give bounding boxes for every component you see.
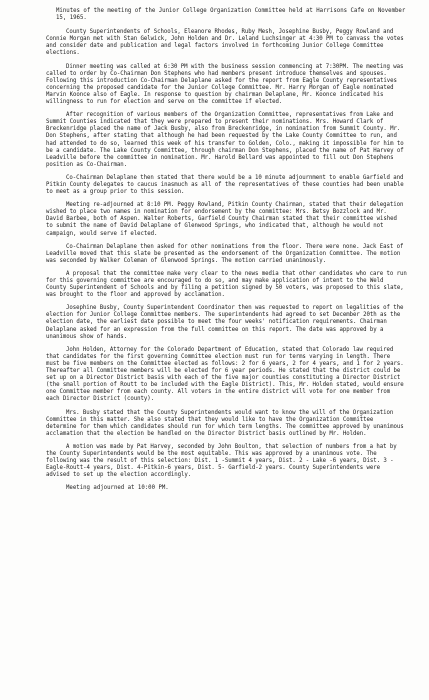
paragraph: Co-Chairman Delaplane then asked for other nominations from the floor. There were none. Jack East of Leadville moved that this slate be presented as the endorsement of the Organization Committee. The motion was seconded by Walker Coleman of Glenwood Springs. The motion carried unanimously. xyxy=(46,243,404,264)
paragraph: After recognition of various members of the Organization Committee, representatives from Lake and Summit Counties indicated that they were prepared to present their nominations. Mrs. Howard Clark of Breckenridge placed the name of Jack Busby, also from Breckenridge, in nomination from Summit County. Mr. Don Stephens, after stating that although he had been requested by the Lake County Committee to run, and had attended to do so, learned this week of his transfer to Golden, Colo., making it impossible for him to be a candidate. The Lake County Committee, through chairman Don Stephens, placed the name of Pat Harvey of Leadville before the committee in nomination. Mr. Harold Bellard was appointed to fill out Don Stephens position as Co-Chairman. xyxy=(46,112,404,168)
paragraph: A motion was made by Pat Harvey, seconded by John Boulton, that selection of numbers from a hat by the County Superintendents would be the most equitable. This was approved by a unanimous vote. The following was the result of this selection: Dist. 1 -Summit 4 years, Dist. 2 - Lake -6 years, Dist. 3 - Eagle-Routt-4 years, Dist. 4-Pitkin-6 years, Dist. 5- Garfield-2 years. County Superintendents were advised to set up the election accordingly. xyxy=(46,443,397,479)
paragraph: Dinner meeting was called at 6:30 PM with the business session commencing at 7:30PM. The meeting was called to order by Co-Chairman Don Stephens who had members present introduce themselves and spouses. Following this introduction Co-Chairman Delaplane asked for the report from Eagle County representatives concerning the proposed candidate for the Junior College Committee. Mr. Harry Morgan of Eagle nominated Marvin Koonce also of Eagle. In response to question by chairman Delaplane, Mr. Koonce indicated his willingness to run for election and serve on the committee if elected. xyxy=(46,63,404,106)
paragraph: Josephine Busby, County Superintendent Coordinator then was requested to report on legalities of the election for Junior College Committee members. The superintendents had agreed to set December 20th as the election date, the earliest date possible to meet the four weeks' notification requirements. Chairman Delaplane asked for an expression from the full committee on this report. The date was approved by a unanimous show of hands. xyxy=(46,305,404,340)
document-body xyxy=(46,29,407,479)
paragraph: A proposal that the committee make very clear to the news media that other candidates who care to run for this governing committee are encouraged to do so, and may make application of intent to the Weld County Superintendent of Schools and by filing a petition signed by 50 voters, was proposed to this slate, was brought to the floor and approved by acclamation. xyxy=(46,270,407,299)
closing-line: Meeting adjourned at 10:00 PM. xyxy=(66,485,169,492)
paragraph: Meeting re-adjourned at 8:10 PM. Peggy Rowland, Pitkin County Chairman, stated that their delegation wished to place two names in nomination for endorsement by the committee: Mrs. Betsy Bozzlock and Mr. David Barbee, both of Aspen. Walter Roberts, Garfield County Chairman stated that their committee wished to submit the name of David Delaplane of Glenwood Springs, who indicated that, although he would not campaign, would serve if elected. xyxy=(46,202,404,237)
document-title: Minutes of the meeting of the Junior College Organization Committee held at Harrisons Cafe on November 15, 1965. xyxy=(56,8,409,22)
paragraph: Co-Chairman Delaplane then stated that there would be a 10 minute adjournment to enable Garfield and Pitkin County delegates to caucus inasmuch as all of the representatives of these counties had been unable to meet as a group prior to this session. xyxy=(46,174,404,196)
paragraph: County Superintendents of Schools, Eleanore Rhodes, Ruby Mesh, Josephine Busby, Peggy Rowland and Connie Morgan met with Stan Gelwick, John Holden and Dr. Leland Luchsinger at 4:30 PM to canvass the votes and consider date and publication and legal factors involved in forthcoming Junior College Committee elections. xyxy=(46,29,404,57)
paragraph: Mrs. Busby stated that the County Superintendents would want to know the will of the Organization Committee in this matter. She also stated that they would like to have the Organization Committee determine for them which candidates should run for which term lengths. The committee approved by unanimous acclamation that the election be handled on the Director District basis outlined by Mr. Holden. xyxy=(46,409,404,437)
paragraph: John Holden, Attorney for the Colorado Department of Education, stated that Colorado law required that candidates for the first governing Committee election must run for terms varying in length. There must be five members on the Committee elected as follows: 2 for 6 years, 2 for 4 years, and 1 for 2 years. Thereafter all Committee members will be elected for 6 year periods. He stated that the district could be set up on a Director District basis with each of the five major counties constituting a Director District (the small portion of Routt to be included with the Eagle District). This, Mr. Holden stated, would ensure one Committee member from each county. All voters in the entire district will vote for one member from each Director District (county). xyxy=(46,346,404,403)
